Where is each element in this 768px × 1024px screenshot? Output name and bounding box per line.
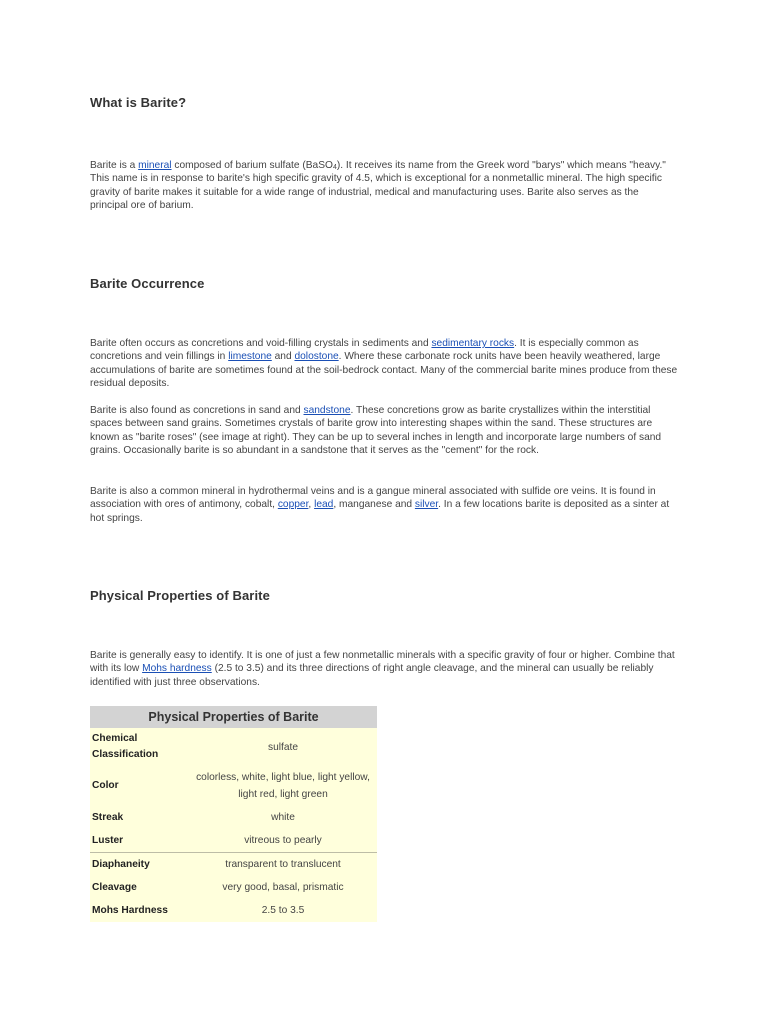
paragraph-occurrence-1 bbox=[90, 337, 678, 391]
table-row bbox=[90, 829, 377, 853]
text: . Where these carbonate rock units have been heavily weathered, large accumulations of barite are sometimes found at the soil-bedrock contact. Many of the commercial barite mines produce from these residual deposits. bbox=[90, 351, 678, 390]
link-mineral[interactable]: mineral bbox=[138, 160, 172, 171]
paragraph-physical-properties bbox=[90, 649, 678, 689]
property-name: Chemical Classification bbox=[90, 728, 189, 766]
text: Barite is also a common mineral in hydrothermal veins and is a gangue mineral associated with sulfide ore veins. It is found in association with ores of antimony, cobalt, bbox=[90, 486, 656, 511]
property-value: vitreous to pearly bbox=[189, 829, 377, 853]
table-row bbox=[90, 766, 377, 806]
text: , bbox=[308, 499, 315, 511]
table-row bbox=[90, 853, 377, 877]
property-name: Cleavage bbox=[90, 876, 189, 899]
property-name: Mohs Hardness bbox=[90, 899, 189, 922]
link-sandstone[interactable]: sandstone bbox=[303, 405, 351, 416]
property-value: transparent to translucent bbox=[189, 853, 377, 877]
table-title: Physical Properties of Barite bbox=[90, 706, 377, 728]
link-limestone[interactable]: limestone bbox=[228, 351, 272, 363]
heading-barite-occurrence: Barite Occurrence bbox=[90, 276, 205, 291]
link-copper[interactable]: copper bbox=[277, 499, 309, 511]
text: Barite is generally easy to identify. It is one of just a few nonmetallic minerals with a specific gravity of four or higher. Combine that with its low bbox=[90, 650, 675, 675]
text: . These concretions grow as barite crystallizes within the interstitial spaces between sand grains. Sometimes crystals of barite grow into interesting shapes within the sand. These structures are known as "barite roses" (see image at right). They can be up to several inches in length and incorporate large numbers of sand grains. Occasionally barite is so abundant in a sandstone that it serves as the "cement" for the rock. bbox=[90, 405, 662, 457]
table-row bbox=[90, 728, 377, 766]
text: ). It receives its name from the Greek word "barys" which means "heavy." This name is in response to barite's high specific gravity of 4.5, which is exceptional for a nonmetallic mineral. The high specific gravity of barite makes it suitable for a wide range of industrial, medical and manufacturing uses. Barite also serves as the principal ore of barium. bbox=[90, 160, 666, 212]
text: . It is especially common as concretions and vein fillings in bbox=[90, 338, 639, 363]
table-row bbox=[90, 876, 377, 899]
properties-table bbox=[90, 706, 377, 922]
link-silver[interactable]: silver bbox=[414, 499, 439, 511]
text: . In a few locations barite is deposited as a sinter at hot springs. bbox=[90, 499, 670, 524]
heading-what-is-barite: What is Barite? bbox=[90, 95, 187, 110]
property-value: very good, basal, prismatic bbox=[189, 876, 377, 899]
property-value: 2.5 to 3.5 bbox=[189, 899, 377, 922]
property-name: Luster bbox=[90, 829, 189, 853]
property-value: white bbox=[189, 806, 377, 829]
text: composed of barium sulfate (BaSO bbox=[171, 160, 333, 171]
link-dolostone[interactable]: dolostone bbox=[294, 351, 339, 363]
link-mohs-hardness[interactable]: Mohs hardness bbox=[142, 663, 212, 675]
link-sedimentary-rocks[interactable]: sedimentary rocks bbox=[431, 338, 515, 349]
link-lead[interactable]: lead bbox=[314, 499, 334, 511]
paragraph-occurrence-2 bbox=[90, 404, 678, 458]
text: Barite often occurs as concretions and void-filling crystals in sediments and bbox=[90, 338, 432, 349]
property-name: Color bbox=[90, 766, 189, 806]
paragraph-occurrence-3 bbox=[90, 485, 678, 525]
paragraph-what-is-barite bbox=[90, 159, 678, 213]
text: Barite is a bbox=[90, 160, 139, 171]
subscript: 4 bbox=[332, 164, 337, 171]
table-row bbox=[90, 806, 377, 829]
text: (2.5 to 3.5) and its three directions of right angle cleavage, and the mineral can usually be reliably identified with just three observations. bbox=[90, 663, 654, 688]
text: and bbox=[271, 351, 295, 363]
text: Barite is also found as concretions in sand and bbox=[90, 405, 304, 416]
property-name: Streak bbox=[90, 806, 189, 829]
heading-physical-properties: Physical Properties of Barite bbox=[90, 588, 270, 603]
property-value: sulfate bbox=[189, 728, 377, 766]
table-row bbox=[90, 899, 377, 922]
text: , manganese and bbox=[333, 499, 415, 511]
property-name: Diaphaneity bbox=[90, 853, 189, 877]
property-value: colorless, white, light blue, light yellow, light red, light green bbox=[189, 766, 377, 806]
